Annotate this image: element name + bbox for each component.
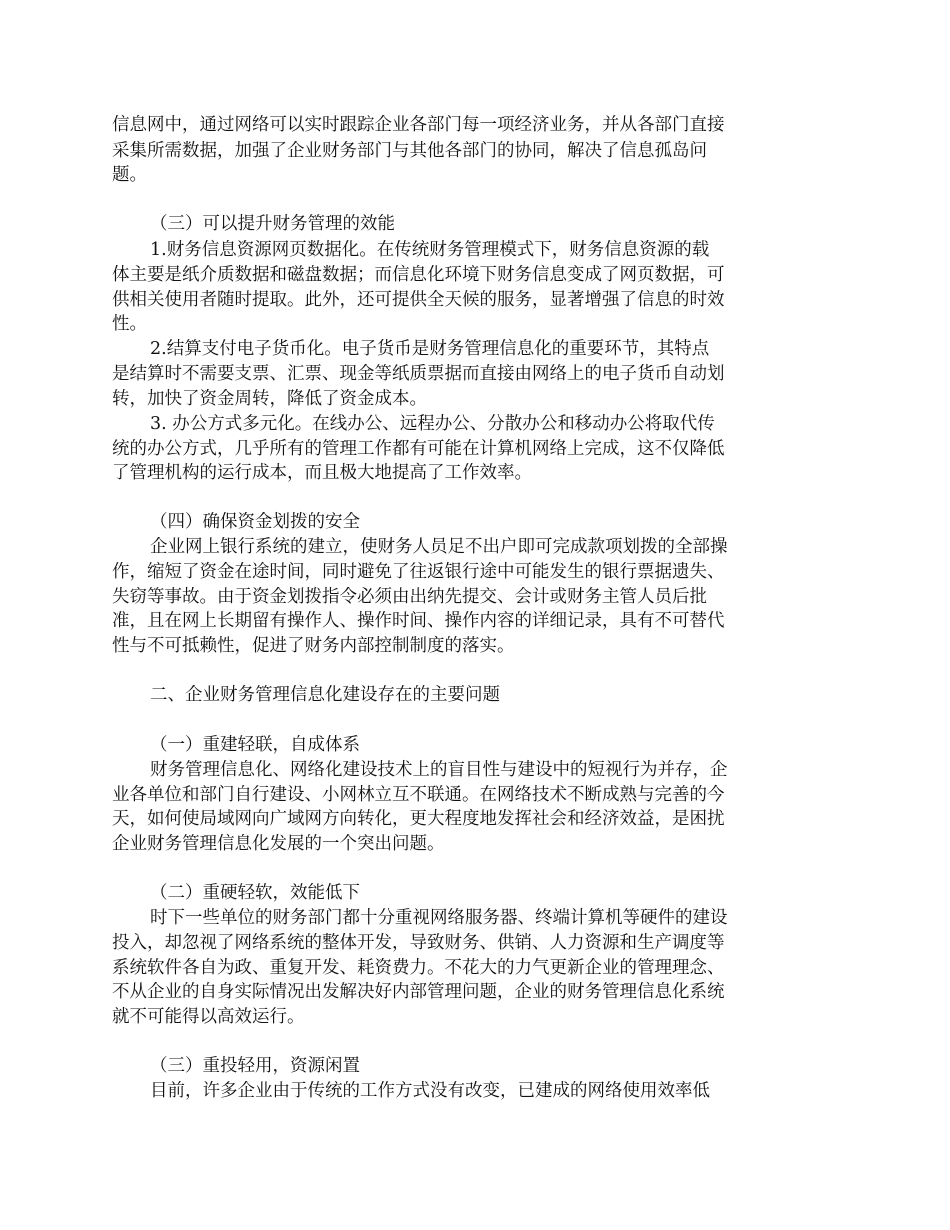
text-line: 采集所需数据，加强了企业财务部门与其他各部门的协同，解决了信息孤岛问 <box>112 141 707 161</box>
section-heading-4: （四）确保资金划拨的安全 <box>150 512 360 532</box>
text-line: 2.结算支付电子货币化。电子货币是财务管理信息化的重要环节，其特点 <box>150 339 710 359</box>
text-line: 性。 <box>112 314 147 334</box>
text-line: 性与不可抵赖性，促进了财务内部控制制度的落实。 <box>112 636 515 656</box>
text-line: 了管理机构的运行成本，而且极大地提高了工作效率。 <box>112 463 532 483</box>
text-line: 企业财务管理信息化发展的一个突出问题。 <box>112 834 445 854</box>
text-line: 统的办公方式，几乎所有的管理工作都有可能在计算机网络上完成，这不仅降低 <box>112 439 725 459</box>
text-line: 投入，却忽视了网络系统的整体开发，导致财务、供销、人力资源和生产调度等 <box>112 933 725 953</box>
text-line: 题。 <box>112 165 147 185</box>
text-line: 时下一些单位的财务部门都十分重视网络服务器、终端计算机等硬件的建设 <box>150 908 728 928</box>
text-line: 准，且在网上长期留有操作人、操作时间、操作内容的详细记录，具有不可替代 <box>112 611 725 631</box>
text-line: 作，缩短了资金在途时间，同时避免了往返银行途中可能发生的银行票据遗失、 <box>112 562 725 582</box>
text-line: 体主要是纸介质数据和磁盘数据；而信息化环境下财务信息变成了网页数据，可 <box>112 265 725 285</box>
text-line: 1.财务信息资源网页数据化。在传统财务管理模式下，财务信息资源的载 <box>150 240 710 260</box>
text-line: 财务管理信息化、网络化建设技术上的盲目性与建设中的短视行为并存，企 <box>150 760 728 780</box>
text-line: 业各单位和部门自行建设、小网林立互不联通。在网络技术不断成熟与完善的今 <box>112 785 725 805</box>
text-line: 失窃等事故。由于资金划拨指令必须由出纳先提交、会计或财务主管人员后批 <box>112 587 707 607</box>
section-heading-3: （三）可以提升财务管理的效能 <box>150 214 395 234</box>
text-line: 信息网中，通过网络可以实时跟踪企业各部门每一项经济业务，并从各部门直接 <box>112 115 725 135</box>
section-heading-2: （二）重硬轻软，效能低下 <box>150 883 360 903</box>
section-heading-3b: （三）重投轻用，资源闲置 <box>150 1056 360 1076</box>
text-line: 转，加快了资金周转，降低了资金成本。 <box>112 389 427 409</box>
chapter-heading-2: 二、企业财务管理信息化建设存在的主要问题 <box>150 685 500 705</box>
text-line: 企业网上银行系统的建立，使财务人员足不出户即可完成款项划拨的全部操 <box>150 537 728 557</box>
text-line: 3. 办公方式多元化。在线办公、远程办公、分散办公和移动办公将取代传 <box>150 414 715 434</box>
text-line: 系统软件各自为政、重复开发、耗资费力。不花大的力气更新企业的管理理念、 <box>112 958 725 978</box>
text-line: 是结算时不需要支票、汇票、现金等纸质票据而直接由网络上的电子货币自动划 <box>112 364 725 384</box>
text-line: 就不可能得以高效运行。 <box>112 1007 305 1027</box>
text-line: 目前，许多企业由于传统的工作方式没有改变，已建成的网络使用效率低 <box>150 1081 710 1101</box>
section-heading-1: （一）重建轻联，自成体系 <box>150 735 360 755</box>
text-line: 不从企业的自身实际情况出发解决好内部管理问题，企业的财务管理信息化系统 <box>112 982 725 1002</box>
text-line: 天，如何使局域网向广域网方向转化，更大程度地发挥社会和经济效益，是困扰 <box>112 809 725 829</box>
text-line: 供相关使用者随时提取。此外，还可提供全天候的服务，显著增强了信息的时效 <box>112 290 725 310</box>
